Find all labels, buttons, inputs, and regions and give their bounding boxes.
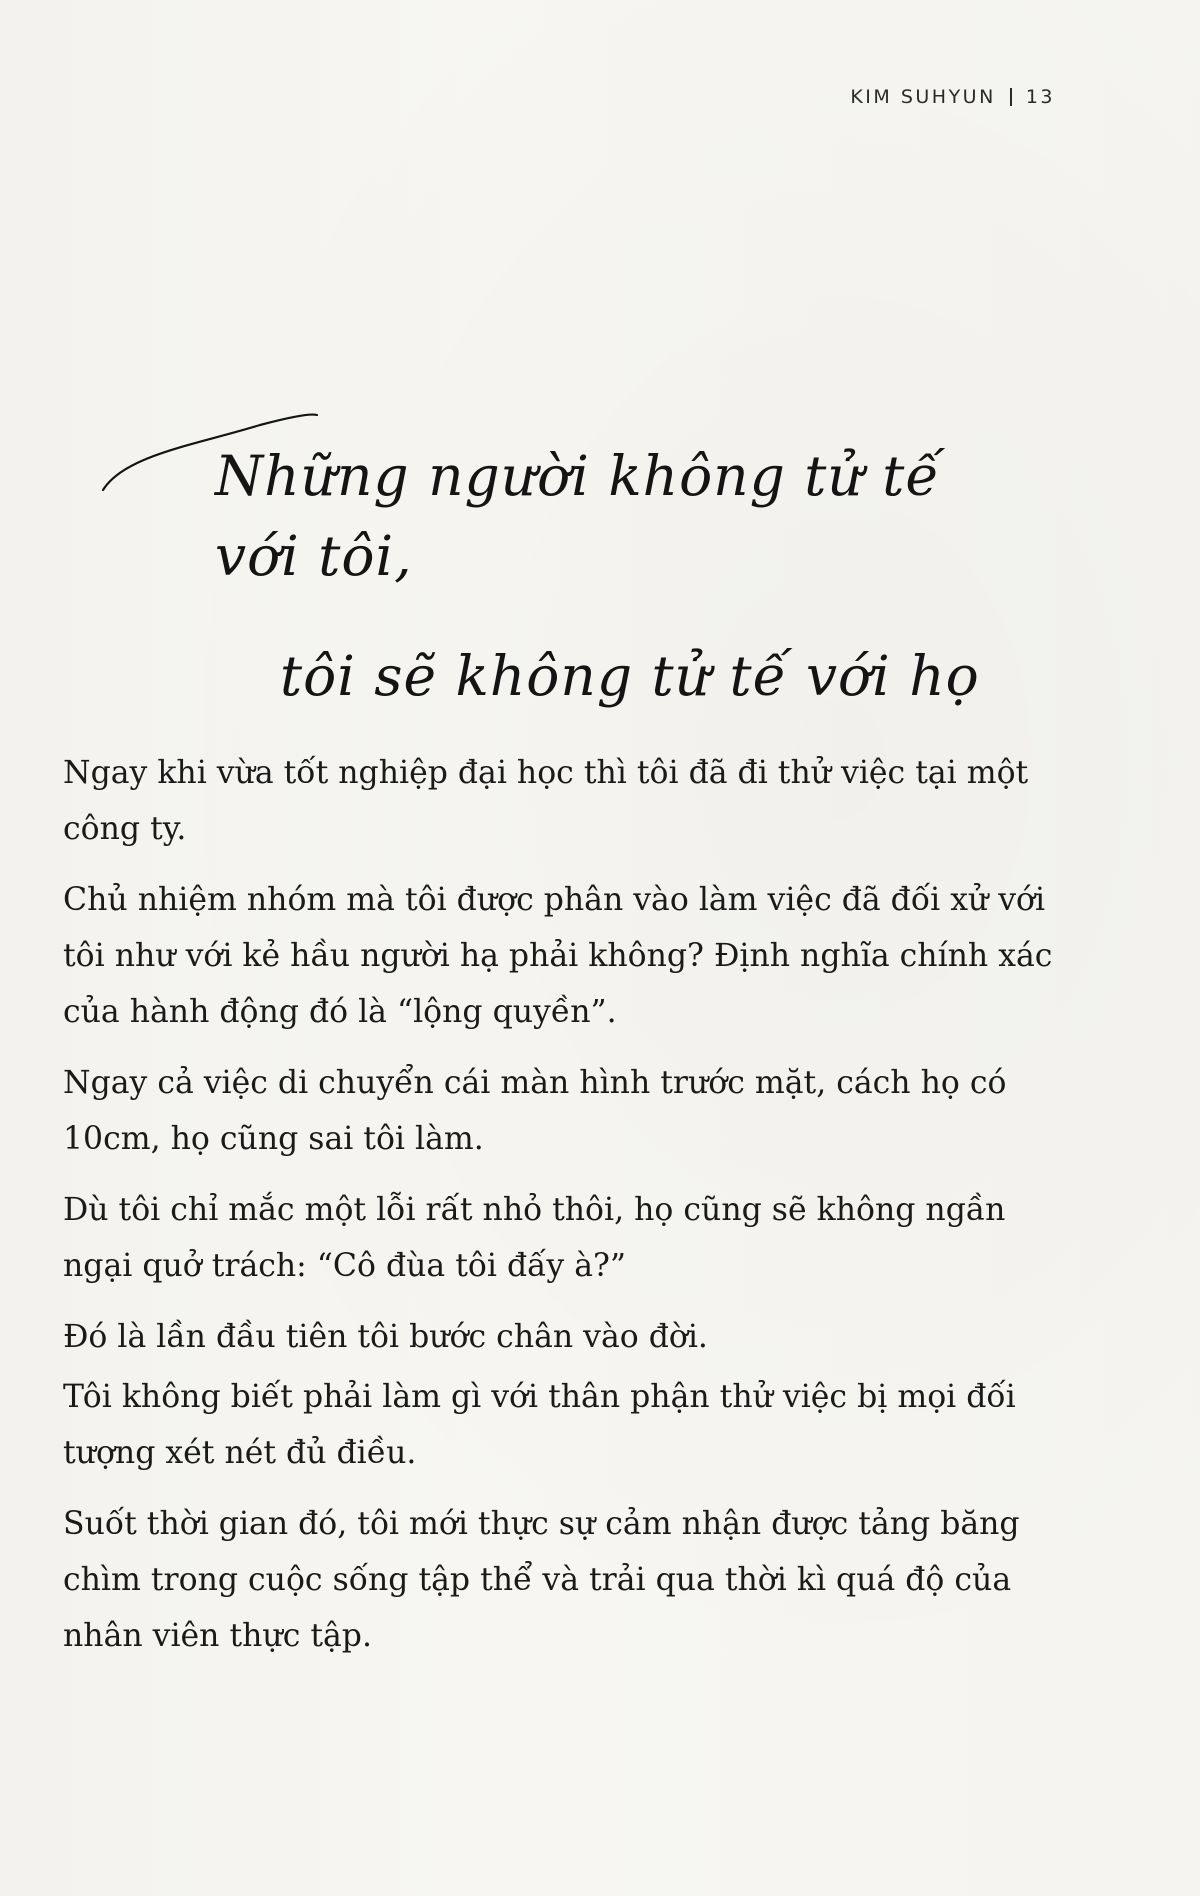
- paragraph: Dù tôi chỉ mắc một lỗi rất nhỏ thôi, họ cũng sẽ không ngần ngại quở trách: “Cô đùa tôi đấy à?”: [63, 1192, 1006, 1284]
- paragraph: Đó là lần đầu tiên tôi bước chân vào đời.: [63, 1319, 708, 1355]
- page-number: 13: [1025, 86, 1055, 108]
- paragraph: Tôi không biết phải làm gì với thân phận thử việc bị mọi đối tượng xét nét đủ điều.: [63, 1379, 1016, 1471]
- chapter-title-line-1: Những người không tử tế với tôi,: [215, 444, 941, 589]
- header-divider: [1010, 88, 1012, 106]
- chapter-title: [95, 436, 995, 716]
- reverse-side-bleed: [50, 210, 1060, 263]
- paragraph: Suốt thời gian đó, tôi mới thực sự cảm nhận được tảng băng chìm trong cuộc sống tập thể và trải qua thời kì quá độ của nhân viên thực tập.: [63, 1506, 1020, 1654]
- body-text: [63, 745, 1063, 1679]
- running-header: [850, 86, 1055, 108]
- chapter-title-line-2: tôi sẽ không tử tế với họ: [280, 644, 980, 709]
- paragraph: Chủ nhiệm nhóm mà tôi được phân vào làm việc đã đối xử với tôi như với kẻ hầu người hạ phải không? Định nghĩa chính xác của hành động đó là “lộng quyền”.: [63, 882, 1053, 1030]
- author-name: KIM SUHYUN: [850, 86, 996, 108]
- paragraph: Ngay khi vừa tốt nghiệp đại học thì tôi đã đi thử việc tại một công ty.: [63, 755, 1029, 847]
- paragraph: Ngay cả việc di chuyển cái màn hình trước mặt, cách họ có 10cm, họ cũng sai tôi làm.: [63, 1065, 1007, 1157]
